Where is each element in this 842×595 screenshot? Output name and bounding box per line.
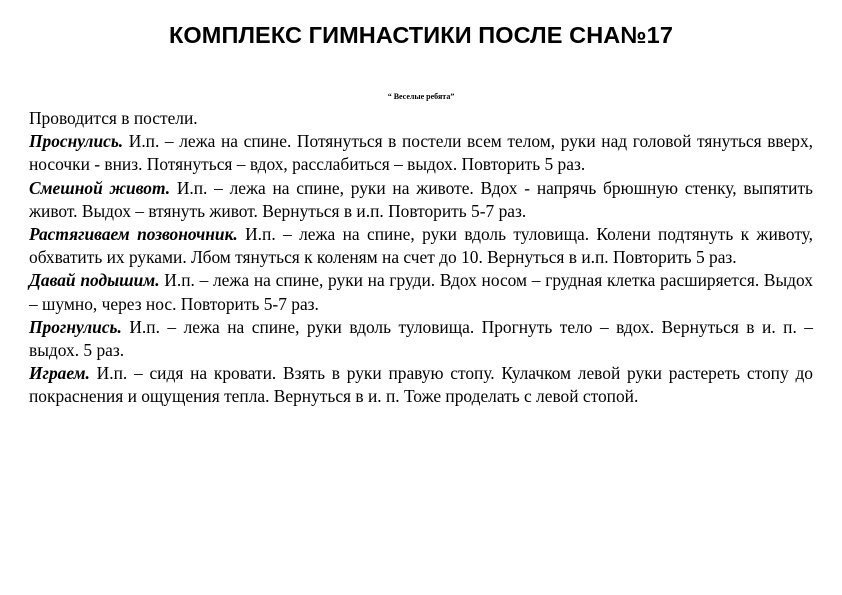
exercise-name: Смешной живот.	[29, 177, 171, 198]
intro-paragraph: Проводится в постели.	[29, 108, 198, 128]
document-body	[29, 107, 813, 409]
exercise-paragraph-breathing	[29, 269, 813, 315]
exercise-paragraph-funny-belly	[29, 177, 813, 223]
exercise-text: И.п. – лежа на спине, руки вдоль туловища. Прогнуть тело – вдох. Вернуться в и. п. – выдох. 5 раз.	[29, 316, 813, 361]
exercise-name: Растягиваем позвоночник.	[29, 224, 238, 245]
document-subtitle: “ Веселые ребята”	[387, 92, 455, 101]
exercise-paragraph-wake-up	[29, 130, 813, 176]
exercise-name: Играем.	[29, 363, 90, 384]
exercise-paragraph-spine-stretch	[29, 223, 813, 269]
exercise-name: Давай подышим.	[29, 270, 160, 291]
exercise-name: Прогнулись.	[29, 316, 122, 337]
exercise-text: И.п. – лежа на спине, руки на груди. Вдох носом – грудная клетка расширяется. Выдох – шумно, через нос. Повторить 5-7 раз.	[29, 270, 813, 314]
exercise-paragraph-arch	[29, 316, 813, 362]
exercise-text: И.п. – лежа на спине. Потянуться в постели всем телом, руки над головой тянуться вверх, носочки - вниз. Потянуться – вдох, расслабиться – выдох. Повторить 5 раз.	[29, 131, 813, 175]
exercise-text: И.п. – лежа на спине, руки вдоль туловища. Колени подтянуть к животу, обхватить их руками. Лбом тянуться к коленям на счет до 10. Вернуться в и.п. Повторить 5 раз.	[29, 224, 813, 268]
document-title: КОМПЛЕКС ГИМНАСТИКИ ПОСЛЕ СНА№17	[168, 22, 674, 48]
exercise-text: И.п. – сидя на кровати. Взять в руки правую стопу. Кулачком левой руки растереть стопу до покраснения и ощущения тепла. Вернуться в и. п. Тоже проделать с левой стопой.	[29, 363, 813, 407]
exercise-text: И.п. – лежа на спине, руки на животе. Вдох - напрячь брюшную стенку, выпятить живот. Выдох – втянуть живот. Вернуться в и.п. Повторить 5-7 раз.	[29, 177, 813, 221]
exercise-paragraph-playing	[29, 362, 813, 408]
exercise-name: Проснулись.	[29, 131, 124, 152]
